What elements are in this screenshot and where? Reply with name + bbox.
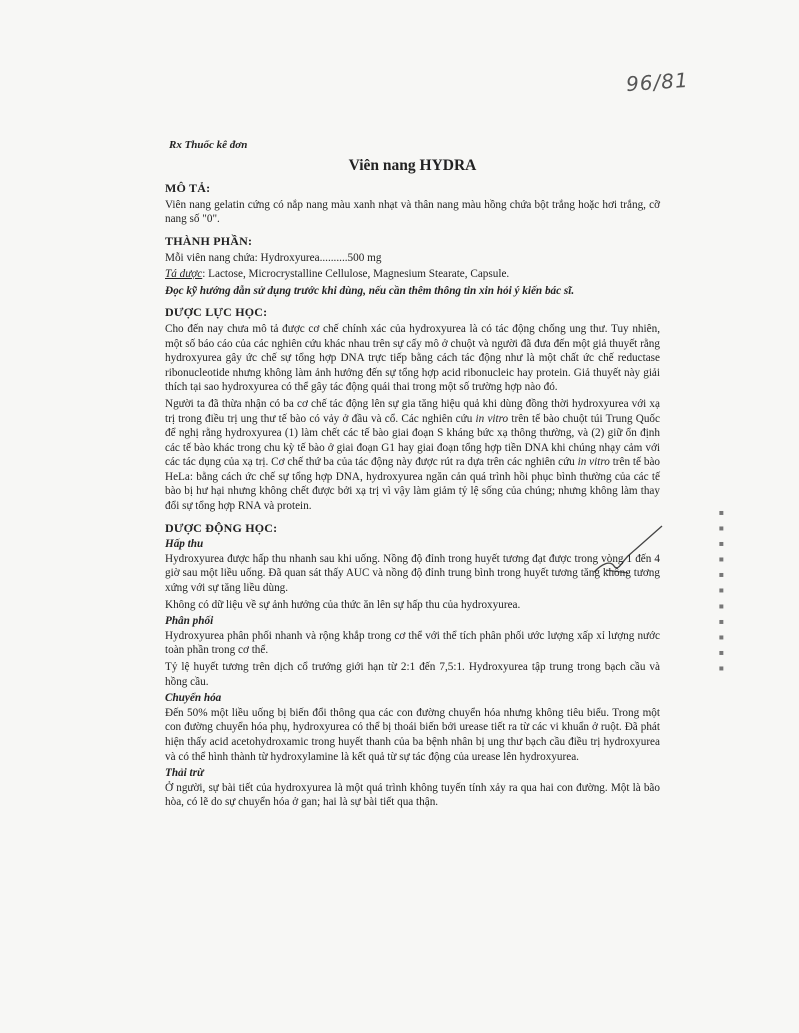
phan-phoi-p1: Hydroxyurea phân phối nhanh và rộng khắp trong cơ thể với thể tích phân phối ước lượng xấp xỉ lượng nước toàn phần trong cơ thể.: [165, 629, 660, 657]
chuyen-hoa-p1: Đến 50% một liều uống bị biến đổi thông qua các con đường chuyển hóa nhưng không tiêu biểu. Trong một con đường chuyển hóa phụ, hydroxyurea có thể bị thoái biến bởi urease tiết ra từ các vi khuẩn ở ruột. Đã phát hiện thấy acid acetohydroxamic trong huyết thanh của ba bệnh nhân bị ung thư bạch cầu điều trị hydroxyurea và có thể hình thành từ hydroxylamine là kết quả từ sự tác động của urease lên hydroxyurea.: [165, 706, 660, 763]
hap-thu-p2: Không có dữ liệu về sự ảnh hưởng của thức ăn lên sự hấp thu của hydroxyurea.: [165, 598, 521, 611]
rx-label: Rx Thuốc kê đơn: [169, 139, 248, 151]
heading-duoc-luc-hoc: DƯỢC LỰC HỌC:: [165, 305, 268, 320]
excipient-line: [165, 267, 660, 282]
subheading-chuyen-hoa: Chuyển hóa: [165, 692, 222, 705]
p2-part-b: trên tế bào chuột túi Trung Quốc để nghị rằng hydroxyurea (1) làm chết các tế bào giai đoạn S kháng bức xạ thông thường, và (2) giữ ổn định các tế bào khác trong chu kỳ tế bào ở giai đoạn G1 hay giai đoạn tổng hợp tiền DNA khi chúng nhạy cảm với các tác dụng của xạ trị. Cơ chế thứ ba của tác động này được rút ra dựa trên các nghiên cứu: [165, 412, 660, 469]
leaflet-content: [165, 138, 660, 812]
mo-ta-text: Viên nang gelatin cứng có nắp nang màu xanh nhạt và thân nang màu hồng chứa bột trắng hoặc hơi trắng, cỡ nang số "0".: [165, 198, 660, 226]
heading-mo-ta: MÔ TẢ:: [165, 181, 211, 196]
duoc-luc-hoc-p2: [165, 397, 660, 514]
thai-tru-p1: Ở người, sự bài tiết của hydroxyurea là một quá trình không tuyến tính xảy ra qua hai con đường. Một là bão hòa, có lẽ do sự chuyển hóa ở gan; hai là sự bài tiết qua thận.: [165, 781, 660, 809]
p2-italic-1: in vitro: [475, 412, 509, 425]
usage-warning: Đọc kỹ hướng dẫn sử dụng trước khi dùng, nếu cần thêm thông tin xin hỏi ý kiến bác sĩ.: [165, 284, 575, 297]
thanh-phan-line: Mỗi viên nang chứa: Hydroxyurea..........500 mg: [165, 251, 382, 264]
margin-marks: ▪ ▪ ▪ ▪ ▪ ▪ ▪ ▪ ▪ ▪ ▪: [717, 508, 726, 675]
p2-italic-2: in vitro: [577, 456, 610, 469]
product-title: Viên nang HYDRA: [348, 156, 477, 174]
duoc-luc-hoc-p1: Cho đến nay chưa mô tả được cơ chế chính xác của hydroxyurea là có tác động chống ung thư. Tuy nhiên, một số báo cáo của các nghiên cứu khác nhau trên sự cấy mô ở chuột và người đã đưa đến một giả thuyết rằng hydroxyurea gây ức chế sự tổng hợp DNA trực tiếp bằng cách tác động như là một chất ức chế reductase ribonucleotide nhưng không làm ảnh hưởng đến sự tổng hợp acid ribonucleic hay protein. Giả thuyết này giải thích tại sao hydroxyurea có thể gây tác động quái thai trong một số trường hợp nào đó.: [165, 322, 660, 394]
heading-thanh-phan: THÀNH PHẦN:: [165, 233, 253, 248]
excipient-text: : Lactose, Microcrystalline Cellulose, Magnesium Stearate, Capsule.: [202, 268, 510, 281]
p2-part-c: trên tế bào HeLa: bằng cách ức chế sự tổng hợp DNA, hydroxyurea ngăn cản quá trình hồi phục bình thường của các tế bào bị hư hại nhưng không chết được bởi xạ trị vì vậy làm giảm tỷ lệ sống của chúng; nhưng không làm thay đổi sự tổng hợp RNA và protein.: [165, 456, 660, 513]
handwritten-page-number: 96/81: [625, 67, 690, 97]
phan-phoi-p2: Tỷ lệ huyết tương trên dịch cổ trướng giới hạn từ 2:1 đến 7,5:1. Hydroxyurea tập trung trong bạch cầu và hồng cầu.: [165, 661, 660, 688]
excipient-label: Tá dược: [165, 268, 203, 281]
subheading-thai-tru: Thải trừ: [165, 767, 204, 780]
subheading-hap-thu: Hấp thu: [165, 538, 204, 551]
hap-thu-p1: Hydroxyurea được hấp thu nhanh sau khi uống. Nồng độ đỉnh trong huyết tương đạt được trong vòng 1 đến 4 giờ sau một liều uống. Đã quan sát thấy AUC và nồng độ đỉnh trung bình trong huyết tương tăng không tương xứng với sự tăng liều dùng.: [165, 552, 660, 595]
heading-duoc-dong-hoc: DƯỢC ĐỘNG HỌC:: [165, 520, 278, 535]
subheading-phan-phoi: Phân phối: [165, 615, 214, 628]
p2-part-a: Người ta đã thừa nhận có ba cơ chế tác động lên sự gia tăng hiệu quả khi dùng đồng thời hydroxyurea với xạ trị trong điều trị ung thư tế bào có vảy ở đầu và cổ. Các nghiên cứu: [165, 397, 660, 425]
